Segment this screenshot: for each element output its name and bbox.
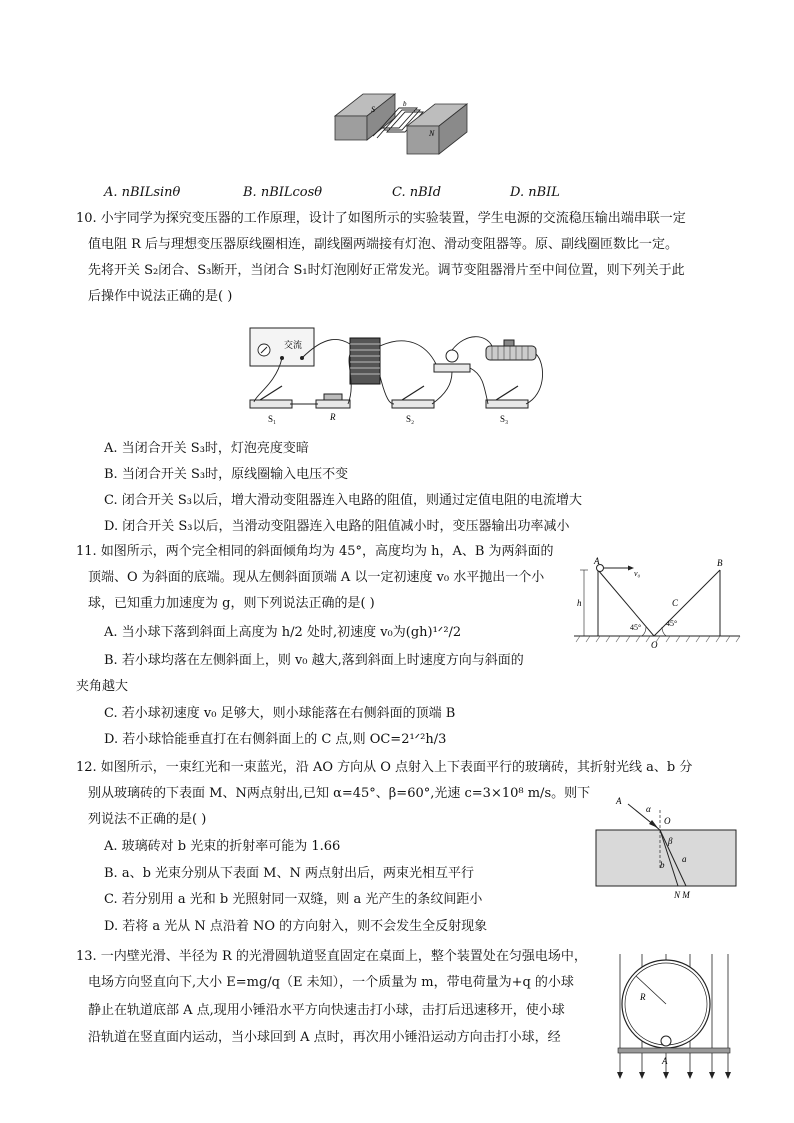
q10-option-a: A. 当闭合开关 S₃时，灯泡亮度变暗	[104, 441, 309, 456]
q9-option-b: B. nBILcosθ	[243, 185, 323, 200]
point-a-label: A	[594, 556, 600, 566]
switch-s3-label: S₃	[500, 414, 509, 424]
q10-option-b: B. 当闭合开关 S₃时，原线圈输入电压不变	[104, 467, 349, 482]
point-b-label: B	[717, 558, 723, 568]
ac-supply-label: 交流	[284, 340, 303, 350]
beta-label: β	[668, 836, 673, 846]
glass-block-figure	[594, 790, 740, 902]
point-o-label: O	[651, 640, 658, 650]
magnet-n-label: N	[429, 129, 435, 138]
q11-stem-line-2: 顶端、O 为斜面的底端。现从左侧斜面顶端 A 以一定初速度 v₀ 水平抛出一个小	[88, 570, 545, 585]
q12-option-a: A. 玻璃砖对 b 光束的折射率可能为 1.66	[104, 839, 341, 854]
ray-a-label: a	[682, 854, 687, 864]
v0-label: v₀	[634, 569, 641, 578]
height-h-label: h	[577, 598, 582, 608]
points-nm-label: N M	[674, 890, 690, 900]
q10-option-c: C. 闭合开关 S₃以后，增大滑动变阻器连入电路的阻值，则通过定值电阻的电流增大	[104, 493, 582, 508]
resistor-r-label: R	[330, 412, 336, 422]
q10-stem-line-4: 后操作中说法正确的是( )	[88, 289, 233, 304]
q12-option-c: C. 若分别用 a 光和 b 光照射同一双缝，则 a 光产生的条纹间距小	[104, 892, 483, 907]
q11-stem-line-3: 球，已知重力加速度为 g，则下列说法正确的是( )	[88, 596, 375, 611]
q11-option-c: C. 若小球初速度 v₀ 足够大，则小球能落在右侧斜面的顶端 B	[104, 706, 456, 721]
q10-option-d: D. 闭合开关 S₃以后，当滑动变阻器连入电路的阻值减小时，变压器输出功率减小	[104, 519, 570, 534]
switch-s2-label: S₂	[406, 414, 415, 424]
q12-option-d: D. 若将 a 光从 N 点沿着 NO 的方向射入，则不会发生全反射现象	[104, 919, 488, 934]
incline-figure	[574, 556, 746, 652]
angle-left-label: 45°	[630, 623, 642, 632]
q12-stem-line-2: 别从玻璃砖的下表面 M、N两点射出,已知 α=45°、β=60°,光速 c=3×10⁸ m/s。则下	[88, 786, 591, 801]
q13-stem-line-1: 13. 一内壁光滑、半径为 R 的光滑圆轨道竖直固定在桌面上，整个装置处在匀强电场中，	[76, 949, 587, 964]
q13-stem-line-4: 沿轨道在竖直面内运动，当小球回到 A 点时，再次用小锤沿运动方向击打小球，经	[88, 1030, 561, 1045]
q10-stem-line-1: 10. 小宇同学为探究变压器的工作原理，设计了如图所示的实验装置，学生电源的交流稳压输出端串联一定	[76, 211, 686, 226]
point-o-label-q12: O	[664, 816, 671, 826]
q12-stem-line-3: 列说法不正确的是( )	[88, 812, 207, 827]
q11-option-d: D. 若小球恰能垂直打在右侧斜面上的 C 点,则 OC=2¹ᐟ²h/3	[104, 732, 447, 747]
q9-option-a: A. nBILsinθ	[104, 185, 181, 200]
switch-s1-label: S₁	[268, 414, 277, 424]
q12-stem-line-1: 12. 如图所示，一束红光和一束蓝光，沿 AO 方向从 O 点射入上下表面平行的玻璃砖，其折射光线 a、b 分	[76, 760, 693, 775]
q10-stem-line-2: 值电阻 R 后与理想变压器原线圈相连，副线圈两端接有灯泡、滑动变阻器等。原、副线圈匝数比一定。	[88, 237, 679, 252]
angle-right-label: 45°	[666, 619, 678, 628]
q11-option-b-continued: 夹角越大	[76, 679, 129, 694]
coil-b-label: b	[403, 100, 407, 108]
magnet-s-label: S	[371, 105, 375, 114]
point-a-label-q12: A	[616, 796, 622, 806]
q13-stem-line-2: 电场方向竖直向下,大小 E=mg/q（E 未知），一个质量为 m，带电荷量为+q 的小球	[88, 975, 574, 990]
q11-option-b: B. 若小球均落在左侧斜面上，则 v₀ 越大,落到斜面上时速度方向与斜面的	[104, 653, 524, 668]
q13-stem-line-3: 静止在轨道底部 A 点,现用小锤沿水平方向快速击打小球，击打后迅速移开，使小球	[88, 1003, 565, 1018]
point-c-label: C	[672, 598, 679, 608]
q11-stem-line-1: 11. 如图所示，两个完全相同的斜面倾角均为 45°，高度均为 h，A、B 为两斜面的	[76, 544, 554, 559]
ray-b-label: b	[660, 860, 665, 870]
q9-option-c: C. nBId	[392, 185, 442, 200]
radius-r-label: R	[640, 992, 646, 1002]
circular-track-figure	[614, 952, 732, 1082]
point-a-label-q13: A	[662, 1056, 668, 1066]
q9-option-d: D. nBIL	[510, 185, 560, 200]
magnet-coil-figure	[333, 86, 469, 158]
q12-option-b: B. a、b 光束分别从下表面 M、N 两点射出后，两束光相互平行	[104, 866, 474, 881]
q11-option-a: A. 当小球下落到斜面上高度为 h/2 处时,初速度 v₀为(gh)¹ᐟ²/2	[104, 625, 462, 640]
transformer-circuit-figure	[246, 324, 548, 428]
alpha-label: α	[646, 804, 651, 814]
q10-stem-line-3: 先将开关 S₂闭合、S₃断开，当闭合 S₁时灯泡刚好正常发光。调节变阻器滑片至中间位置，则下列关于此	[88, 263, 685, 278]
